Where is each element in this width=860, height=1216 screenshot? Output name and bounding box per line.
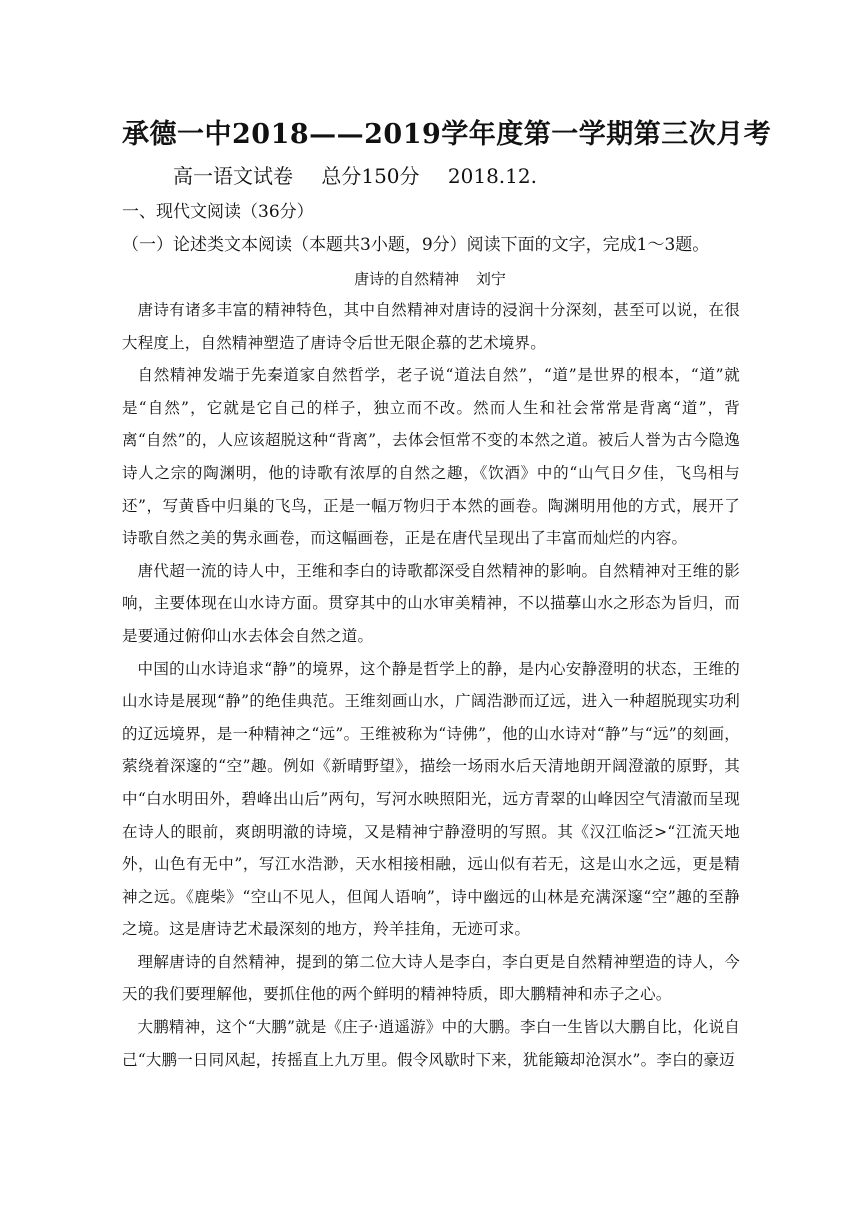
paragraph: 理解唐诗的自然精神，提到的第二位大诗人是李白，李白更是自然精神塑造的诗人，今天的我们要理解他，要抓住他的两个鲜明的精神特质，即大鹏精神和赤子之心。 — [122, 952, 740, 1004]
article-title: 唐诗的自然精神 — [354, 270, 460, 288]
exam-subtitle — [173, 160, 559, 189]
exam-date: 2018.12. — [447, 164, 537, 188]
article-heading — [0, 268, 860, 289]
paragraph: 自然精神发端于先秦道家自然哲学，老子说“道法自然”，“道”是世界的根本，“道”就是“自然”，它就是它自己的样子，独立而不改。然而人生和社会常常是背离“道”，背离“自然”的，人应该超脱这种“背离”，去体会恒常不变的本然之道。被后人誉为古今隐逸诗人之宗的陶渊明，他的诗歌有浓厚的自然之趣，《饮酒》中的“山气日夕佳，飞鸟相与还”，写黄昏中归巢的飞鸟，正是一幅万物归于本然的画卷。陶渊明用他的方式，展开了诗歌自然之美的隽永画卷，而这幅画卷，正是在唐代呈现出了丰富而灿烂的内容。 — [122, 366, 740, 548]
paragraph: 中国的山水诗追求“静”的境界，这个静是哲学上的静，是内心安静澄明的状态，王维的山水诗是展现“静”的绝佳典范。王维刻画山水，广阔浩渺而辽远，进入一种超脱现实功利的辽远境界，是一种精神之“远”。王维被称为“诗佛”，他的山水诗对“静”与“远”的刻画，萦绕着深邃的“空”趣。例如《新晴野望》，描绘一场雨水后天清地朗开阔澄澈的原野，其中“白水明田外，碧峰出山后”两句，写河水映照阳光，远方青翠的山峰因空气清澈而呈现在诗人的眼前，爽朗明澈的诗境，又是精神宁静澄明的写照。其《汉江临泛>“江流天地外，山色有无中”，写江水浩渺，天水相接相融，远山似有若无，这是山水之远，更是精神之远。《鹿柴》“空山不见人，但闻人语响”，诗中幽远的山林是充满深邃“空”趣的至静之境。这是唐诗艺术最深刻的地方，羚羊挂角，无迹可求。 — [122, 659, 740, 939]
paragraph: 唐诗有诸多丰富的精神特色，其中自然精神对唐诗的浸润十分深刻，甚至可以说，在很大程度上，自然精神塑造了唐诗令后世无限企慕的艺术境界。 — [122, 301, 740, 352]
total-score: 总分150分 — [321, 164, 420, 188]
paragraph: 唐代超一流的诗人中，王维和李白的诗歌都深受自然精神的影响。自然精神对王维的影响，主要体现在山水诗方面。贯穿其中的山水审美精神，不以描摹山水之形态为旨归，而是要通过俯仰山水去体会自然之道。 — [122, 561, 740, 645]
article-author: 刘宁 — [475, 270, 506, 288]
section-heading: 一、现代文阅读（36分） — [122, 202, 314, 222]
subject-label: 高一语文试卷 — [173, 164, 293, 188]
article-body — [122, 294, 740, 1076]
subsection-heading: （一）论述类文本阅读（本题共3小题，9分）阅读下面的文字，完成1～3题。 — [122, 235, 710, 255]
exam-title: 承德一中2018——2019学年度第一学期第三次月考 — [122, 119, 772, 150]
paragraph: 大鹏精神，这个“大鹏”就是《庄子·逍遥游》中的大鹏。李白一生皆以大鹏自比，化说自己“大鹏一日同风起，抟摇直上九万里。假令风歇时下来，犹能簸却沧溟水”。李白的豪迈 — [122, 1018, 740, 1069]
